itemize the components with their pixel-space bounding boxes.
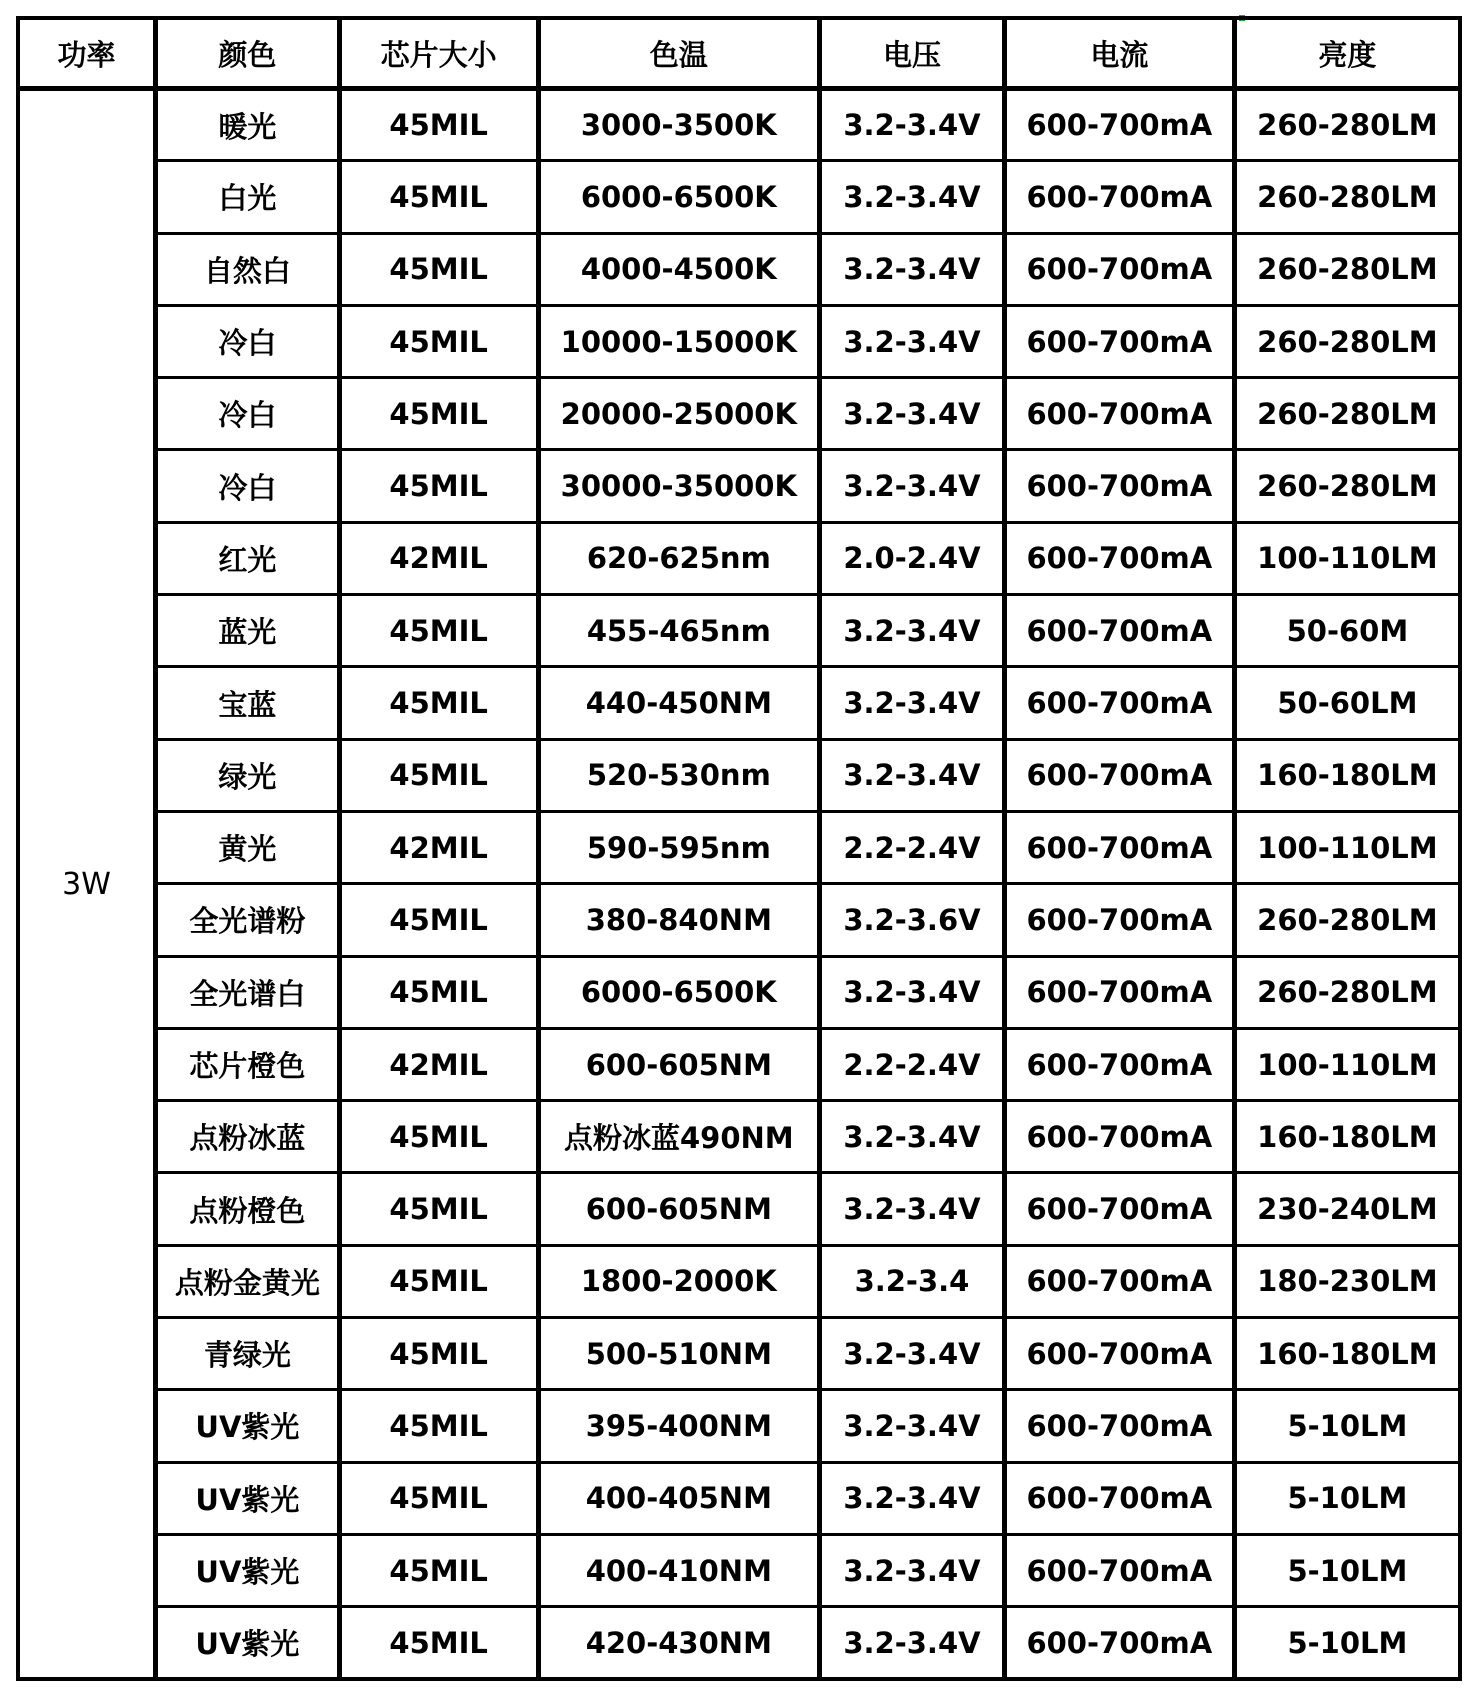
current-cell: 600-700mA — [1004, 1101, 1234, 1173]
color-temperature-cell: 620-625nm — [538, 522, 820, 594]
table-row — [18, 522, 1460, 594]
color-temperature-cell: 400-410NM — [538, 1534, 820, 1606]
current-cell: 600-700mA — [1004, 378, 1234, 450]
voltage-cell: 2.2-2.4V — [820, 1028, 1005, 1100]
color-cell: 冷白 — [156, 378, 340, 450]
table-row — [18, 89, 1460, 161]
current-cell: 600-700mA — [1004, 956, 1234, 1028]
current-cell: 600-700mA — [1004, 522, 1234, 594]
current-cell: 600-700mA — [1004, 1607, 1234, 1679]
current-cell: 600-700mA — [1004, 1390, 1234, 1462]
brightness-cell: 180-230LM — [1234, 1245, 1460, 1317]
chip-size-cell: 45MIL — [339, 739, 538, 811]
led-spec-table — [16, 16, 1462, 1681]
chip-size-cell: 45MIL — [339, 1390, 538, 1462]
color-cell: 白光 — [156, 161, 340, 233]
table-row — [18, 1101, 1460, 1173]
color-cell: UV紫光 — [156, 1390, 340, 1462]
current-cell: 600-700mA — [1004, 811, 1234, 883]
voltage-cell: 3.2-3.4V — [820, 1462, 1005, 1534]
header-color-temperature: 色温 — [538, 18, 820, 89]
color-temperature-cell: 420-430NM — [538, 1607, 820, 1679]
header-current: 电流 — [1004, 18, 1234, 89]
color-temperature-cell: 440-450NM — [538, 667, 820, 739]
header-row — [18, 18, 1460, 89]
current-cell: 600-700mA — [1004, 1318, 1234, 1390]
brightness-cell: 100-110LM — [1234, 811, 1460, 883]
color-cell: UV紫光 — [156, 1607, 340, 1679]
table-row — [18, 956, 1460, 1028]
color-cell: UV紫光 — [156, 1534, 340, 1606]
chip-size-cell: 45MIL — [339, 378, 538, 450]
current-cell: 600-700mA — [1004, 739, 1234, 811]
current-cell: 600-700mA — [1004, 667, 1234, 739]
voltage-cell: 3.2-3.4V — [820, 956, 1005, 1028]
color-cell: 芯片橙色 — [156, 1028, 340, 1100]
brightness-cell: 260-280LM — [1234, 884, 1460, 956]
brightness-cell: 260-280LM — [1234, 450, 1460, 522]
brightness-cell: 5-10LM — [1234, 1534, 1460, 1606]
header-brightness: 亮度 — [1234, 18, 1460, 89]
current-cell: 600-700mA — [1004, 450, 1234, 522]
color-temperature-cell: 600-605NM — [538, 1028, 820, 1100]
brightness-cell: 260-280LM — [1234, 233, 1460, 305]
table-row — [18, 233, 1460, 305]
voltage-cell: 3.2-3.4V — [820, 450, 1005, 522]
table-row — [18, 739, 1460, 811]
table-row — [18, 161, 1460, 233]
brightness-cell: 260-280LM — [1234, 378, 1460, 450]
table-row — [18, 811, 1460, 883]
brightness-cell: 260-280LM — [1234, 161, 1460, 233]
color-temperature-cell: 6000-6500K — [538, 161, 820, 233]
brightness-cell: 160-180LM — [1234, 1318, 1460, 1390]
chip-size-cell: 45MIL — [339, 1245, 538, 1317]
brightness-cell: 50-60LM — [1234, 667, 1460, 739]
chip-size-cell: 45MIL — [339, 161, 538, 233]
color-cell: 自然白 — [156, 233, 340, 305]
color-cell: 蓝光 — [156, 595, 340, 667]
color-cell: 冷白 — [156, 305, 340, 377]
chip-size-cell: 45MIL — [339, 1607, 538, 1679]
brightness-cell: 260-280LM — [1234, 305, 1460, 377]
table-row — [18, 1028, 1460, 1100]
color-temperature-cell: 600-605NM — [538, 1173, 820, 1245]
current-cell: 600-700mA — [1004, 884, 1234, 956]
voltage-cell: 3.2-3.4V — [820, 1390, 1005, 1462]
color-cell: 黄光 — [156, 811, 340, 883]
brightness-cell: 260-280LM — [1234, 956, 1460, 1028]
color-temperature-cell: 520-530nm — [538, 739, 820, 811]
table-body — [18, 89, 1460, 1680]
chip-size-cell: 45MIL — [339, 884, 538, 956]
chip-size-cell: 45MIL — [339, 305, 538, 377]
voltage-cell: 2.0-2.4V — [820, 522, 1005, 594]
current-cell: 600-700mA — [1004, 161, 1234, 233]
current-cell: 600-700mA — [1004, 595, 1234, 667]
chip-size-cell: 42MIL — [339, 811, 538, 883]
current-cell: 600-700mA — [1004, 1534, 1234, 1606]
header-chip-size: 芯片大小 — [339, 18, 538, 89]
voltage-cell: 3.2-3.6V — [820, 884, 1005, 956]
color-temperature-cell: 10000-15000K — [538, 305, 820, 377]
color-cell: 点粉金黄光 — [156, 1245, 340, 1317]
brightness-cell: 5-10LM — [1234, 1390, 1460, 1462]
color-cell: 红光 — [156, 522, 340, 594]
color-temperature-cell: 395-400NM — [538, 1390, 820, 1462]
color-temperature-cell: 3000-3500K — [538, 89, 820, 161]
chip-size-cell: 45MIL — [339, 1534, 538, 1606]
current-cell: 600-700mA — [1004, 1245, 1234, 1317]
chip-size-cell: 42MIL — [339, 1028, 538, 1100]
color-temperature-cell: 30000-35000K — [538, 450, 820, 522]
header-color: 颜色 — [156, 18, 340, 89]
header-power: 功率 — [18, 18, 156, 89]
voltage-cell: 3.2-3.4V — [820, 161, 1005, 233]
table-row — [18, 450, 1460, 522]
voltage-cell: 3.2-3.4V — [820, 378, 1005, 450]
voltage-cell: 3.2-3.4V — [820, 1173, 1005, 1245]
table-row — [18, 378, 1460, 450]
brightness-cell: 160-180LM — [1234, 1101, 1460, 1173]
current-cell: 600-700mA — [1004, 89, 1234, 161]
color-cell: 绿光 — [156, 739, 340, 811]
voltage-cell: 3.2-3.4V — [820, 1607, 1005, 1679]
voltage-cell: 3.2-3.4V — [820, 305, 1005, 377]
table-row — [18, 1318, 1460, 1390]
voltage-cell: 3.2-3.4V — [820, 667, 1005, 739]
chip-size-cell: 45MIL — [339, 89, 538, 161]
voltage-cell: 3.2-3.4V — [820, 89, 1005, 161]
chip-size-cell: 45MIL — [339, 1173, 538, 1245]
color-cell: 冷白 — [156, 450, 340, 522]
color-cell: 青绿光 — [156, 1318, 340, 1390]
brightness-cell: 160-180LM — [1234, 739, 1460, 811]
chip-size-cell: 42MIL — [339, 522, 538, 594]
color-cell: 全光谱白 — [156, 956, 340, 1028]
chip-size-cell: 45MIL — [339, 233, 538, 305]
brightness-cell: 50-60M — [1234, 595, 1460, 667]
table-row — [18, 595, 1460, 667]
chip-size-cell: 45MIL — [339, 667, 538, 739]
color-temperature-cell: 点粉冰蓝490NM — [538, 1101, 820, 1173]
header-voltage: 电压 — [820, 18, 1005, 89]
color-temperature-cell: 500-510NM — [538, 1318, 820, 1390]
brightness-cell: 100-110LM — [1234, 522, 1460, 594]
color-temperature-cell: 455-465nm — [538, 595, 820, 667]
voltage-cell: 3.2-3.4V — [820, 1101, 1005, 1173]
color-temperature-cell: 4000-4500K — [538, 233, 820, 305]
table-row — [18, 667, 1460, 739]
voltage-cell: 3.2-3.4V — [820, 739, 1005, 811]
table-row — [18, 1534, 1460, 1606]
color-temperature-cell: 400-405NM — [538, 1462, 820, 1534]
color-temperature-cell: 20000-25000K — [538, 378, 820, 450]
current-cell: 600-700mA — [1004, 305, 1234, 377]
color-cell: UV紫光 — [156, 1462, 340, 1534]
chip-size-cell: 45MIL — [339, 595, 538, 667]
color-cell: 点粉橙色 — [156, 1173, 340, 1245]
brightness-cell: 100-110LM — [1234, 1028, 1460, 1100]
chip-size-cell: 45MIL — [339, 450, 538, 522]
voltage-cell: 3.2-3.4 — [820, 1245, 1005, 1317]
table-row — [18, 1245, 1460, 1317]
color-temperature-cell: 380-840NM — [538, 884, 820, 956]
chip-size-cell: 45MIL — [339, 1101, 538, 1173]
power-cell: 3W — [18, 89, 156, 1680]
brightness-cell: 5-10LM — [1234, 1462, 1460, 1534]
current-cell: 600-700mA — [1004, 1173, 1234, 1245]
color-cell: 暖光 — [156, 89, 340, 161]
color-cell: 全光谱粉 — [156, 884, 340, 956]
table-header — [18, 18, 1460, 89]
color-temperature-cell: 6000-6500K — [538, 956, 820, 1028]
table-row — [18, 884, 1460, 956]
table-row — [18, 1390, 1460, 1462]
voltage-cell: 3.2-3.4V — [820, 1534, 1005, 1606]
chip-size-cell: 45MIL — [339, 1462, 538, 1534]
brightness-cell: 5-10LM — [1234, 1607, 1460, 1679]
chip-size-cell: 45MIL — [339, 956, 538, 1028]
table-row — [18, 1607, 1460, 1679]
voltage-cell: 3.2-3.4V — [820, 1318, 1005, 1390]
brightness-cell: 230-240LM — [1234, 1173, 1460, 1245]
voltage-cell: 3.2-3.4V — [820, 233, 1005, 305]
color-cell: 宝蓝 — [156, 667, 340, 739]
voltage-cell: 3.2-3.4V — [820, 595, 1005, 667]
color-temperature-cell: 590-595nm — [538, 811, 820, 883]
current-cell: 600-700mA — [1004, 1462, 1234, 1534]
voltage-cell: 2.2-2.4V — [820, 811, 1005, 883]
color-temperature-cell: 1800-2000K — [538, 1245, 820, 1317]
brightness-cell: 260-280LM — [1234, 89, 1460, 161]
chip-size-cell: 45MIL — [339, 1318, 538, 1390]
current-cell: 600-700mA — [1004, 233, 1234, 305]
table-row — [18, 1462, 1460, 1534]
color-cell: 点粉冰蓝 — [156, 1101, 340, 1173]
current-cell: 600-700mA — [1004, 1028, 1234, 1100]
table-row — [18, 305, 1460, 377]
table-row — [18, 1173, 1460, 1245]
